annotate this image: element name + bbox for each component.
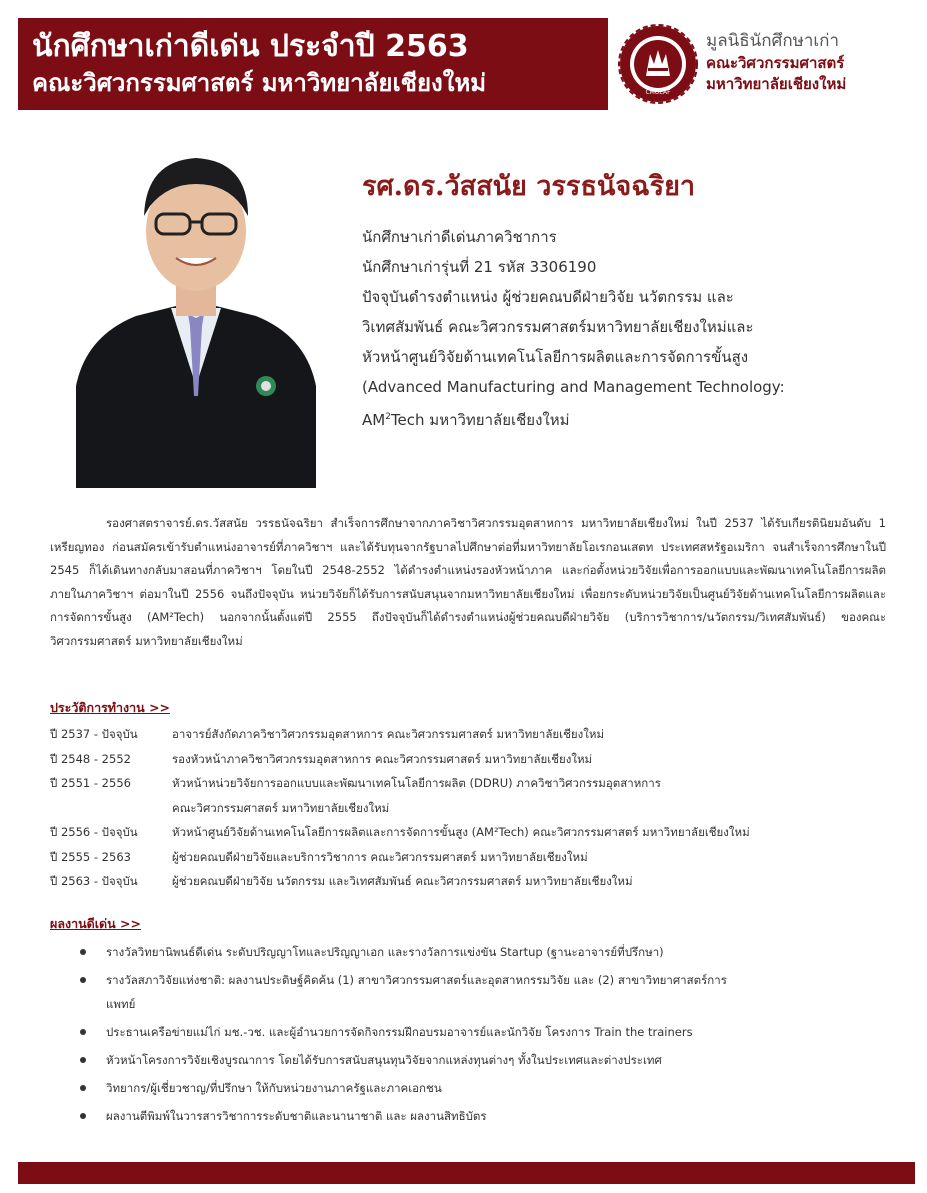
org-line-1: มูลนิธินักศึกษาเก่า xyxy=(706,31,840,51)
history-years: ปี 2555 - 2563 xyxy=(50,849,131,864)
biography: รองศาสตราจารย์.ดร.วัสสนัย วรรธนัจฉริยา สำเร็จการศึกษาจากภาควิชาวิศวกรรมอุตสาหการ มหาวิทยาลัยเชียงใหม่ ในปี 2537 ได้รับเกียรตินิยมอันดับ 1 เหรียญทอง ก่อนสมัครเข้ารับตำแหน่งอาจารย์ที่ภาควิชาฯ และได้รับทุนจากรัฐบาลไปศึกษาต่อที่มหาวิทยาลัยโอเรกอนเสตท ประเทศสหรัฐอเมริกา จนสำเร็จการศึกษาในปี 2545 ก็ได้เดินทางกลับมาสอนที่ภาควิชาฯ โดยในปี 2548-2552 ได้ดำรงตำแหน่งรองหัวหน้าภาค และก่อตั้งหน่วยวิจัยเพื่อการออกแบบและพัฒนาเทคโนโลยีการผลิตภายในภาควิชาฯ ต่อมาในปี 2556 จนถึงปัจจุบัน หน่วยวิจัยก็ได้รับการสนับสนุนจากมหาวิทยาลัยเชียงใหม่ เพื่อยกระดับหน่วยวิจัยเป็นศูนย์วิจัยด้านเทคโนโลยีการผลิตและการจัดการขั้นสูง (AM²Tech) นอกจากนั้นตั้งแต่ปี 2555 ถึงปัจจุบันก็ได้ดำรงตำแหน่งผู้ช่วยคณบดีฝ่ายวิจัย (บริการวิชาการ/นวัตกรรม/วิเทศสัมพันธ์) ของคณะวิศวกรรมศาสตร์ มหาวิทยาลัยเชียงใหม่ xyxy=(50,516,886,648)
history-desc: ผู้ช่วยคณบดีฝ่ายวิจัย นวัตกรรม และวิเทศสัมพันธ์ คณะวิศวกรรมศาสตร์ มหาวิทยาลัยเชียงใหม่ xyxy=(172,874,633,888)
achievement-text: หัวหน้าโครงการวิจัยเชิงบูรณาการ โดยได้รับการสนับสนุนทุนวิจัยจากแหล่งทุนต่างๆ ทั้งในประเทศและต่างประเทศ xyxy=(106,1053,662,1067)
alumni-category: นักศึกษาเก่าดีเด่นภาควิชาการ xyxy=(362,228,557,246)
footer-bar xyxy=(18,1162,915,1184)
logo-text: CMUEAF xyxy=(645,89,671,96)
history-years: ปี 2563 - ปัจจุบัน xyxy=(50,874,138,888)
history-list xyxy=(50,722,910,894)
bullet-icon xyxy=(50,1076,106,1100)
history-desc: ผู้ช่วยคณบดีฝ่ายวิจัยและบริการวิชาการ คณะวิศวกรรมศาสตร์ มหาวิทยาลัยเชียงใหม่ xyxy=(172,849,588,864)
page-title: นักศึกษาเก่าดีเด่น ประจำปี 2563 xyxy=(32,29,469,64)
history-row xyxy=(50,771,910,796)
history-desc: อาจารย์สังกัดภาควิชาวิศวกรรมอุตสาหการ คณะวิศวกรรมศาสตร์ มหาวิทยาลัยเชียงใหม่ xyxy=(172,727,605,741)
list-item xyxy=(50,1020,910,1044)
position-line-2: วิเทศสัมพันธ์ คณะวิศวกรรมศาสตร์มหาวิทยาลัยเชียงใหม่และ xyxy=(362,318,754,336)
achievement-text: ประธานเครือข่ายแม่ไก่ มช.-วช. และผู้อำนวยการจัดกิจกรรมฝึกอบรมอาจารย์และนักวิจัย โครงการ Train the trainers xyxy=(106,1025,693,1039)
history-years: ปี 2537 - ปัจจุบัน xyxy=(50,727,138,741)
achievement-text: วิทยากร/ผู้เชี่ยวชาญ/ที่ปรึกษา ให้กับหน่วยงานภาครัฐและภาคเอกชน xyxy=(106,1081,442,1095)
history-row xyxy=(50,845,910,870)
page-subtitle: คณะวิศวกรรมศาสตร์ มหาวิทยาลัยเชียงใหม่ xyxy=(32,69,487,97)
bullet-icon xyxy=(50,940,106,964)
history-years: ปี 2548 - 2552 xyxy=(50,751,131,766)
achievement-text: รางวัลสภาวิจัยแห่งชาติ: ผลงานประดิษฐ์คิดค้น (1) สาขาวิศวกรรมศาสตร์และอุตสาหกรรมวิจัย และ (2) สาขาวิทยาศาสตร์การแพทย์ xyxy=(106,973,727,1011)
bullet-icon xyxy=(50,1020,106,1044)
achievements-list xyxy=(50,940,910,1132)
bullet-icon xyxy=(50,1048,106,1072)
history-row xyxy=(50,747,910,772)
history-desc: รองหัวหน้าภาควิชาวิศวกรรมอุตสาหการ คณะวิศวกรรมศาสตร์ มหาวิทยาลัยเชียงใหม่ xyxy=(172,751,593,766)
history-years xyxy=(50,796,172,821)
history-row xyxy=(50,820,910,845)
history-years: ปี 2551 - 2556 xyxy=(50,776,131,790)
header-banner xyxy=(18,18,608,110)
foundation-logo xyxy=(618,24,698,104)
position-line-3: หัวหน้าศูนย์วิจัยด้านเทคโนโลยีการผลิตและการจัดการขั้นสูง xyxy=(362,348,749,366)
person-name: รศ.ดร.วัสสนัย วรรธนัจฉริยา xyxy=(362,171,696,202)
history-row xyxy=(50,869,910,894)
organization-name xyxy=(706,30,921,95)
history-heading: ประวัติการทำงาน >> xyxy=(50,700,171,715)
achievement-text: รางวัลวิทยานิพนธ์ดีเด่น ระดับปริญญาโทและปริญญาเอก และรางวัลการแข่งขัน Startup (ฐานะอาจารย์ที่ปรึกษา) xyxy=(106,945,664,959)
list-item xyxy=(50,1048,910,1072)
achievements-heading: ผลงานดีเด่น >> xyxy=(50,916,142,931)
history-desc: หัวหน้าหน่วยวิจัยการออกแบบและพัฒนาเทคโนโลยีการผลิต (DDRU) ภาควิชาวิศวกรรมอุตสาหการ xyxy=(172,776,661,790)
history-desc: หัวหน้าศูนย์วิจัยด้านเทคโนโลยีการผลิตและการจัดการขั้นสูง (AM²Tech) คณะวิศวกรรมศาสตร์ มหาวิทยาลัยเชียงใหม่ xyxy=(172,825,750,839)
org-line-3: มหาวิทยาลัยเชียงใหม่ xyxy=(706,75,847,93)
list-item xyxy=(50,940,910,964)
history-years: ปี 2556 - ปัจจุบัน xyxy=(50,825,138,839)
list-item xyxy=(50,1104,910,1128)
history-row xyxy=(50,722,910,747)
position-line-5-a: AM xyxy=(362,411,386,429)
position-line-4: (Advanced Manufacturing and Management Technology: xyxy=(362,378,785,396)
position-line-5-b: Tech มหาวิทยาลัยเชียงใหม่ xyxy=(390,411,570,429)
achievement-text: ผลงานตีพิมพ์ในวารสารวิชาการระดับชาติและนานาชาติ และ ผลงานสิทธิบัตร xyxy=(106,1109,487,1123)
position-line-5 xyxy=(362,402,902,435)
portrait-photo xyxy=(76,136,316,488)
history-row xyxy=(50,796,910,821)
list-item xyxy=(50,968,730,1016)
bullet-icon xyxy=(50,1104,106,1128)
list-item xyxy=(50,1076,910,1100)
history-desc: คณะวิศวกรรมศาสตร์ มหาวิทยาลัยเชียงใหม่ xyxy=(172,800,390,815)
org-line-2: คณะวิศวกรรมศาสตร์ xyxy=(706,54,845,72)
profile-info xyxy=(362,222,902,435)
bullet-icon xyxy=(50,968,106,1016)
alumni-class: นักศึกษาเก่ารุ่นที่ 21 รหัส 3306190 xyxy=(362,258,597,276)
superscript: 2 xyxy=(385,412,391,422)
position-line-1: ปัจจุบันดำรงตำแหน่ง ผู้ช่วยคณบดีฝ่ายวิจัย นวัตกรรม และ xyxy=(362,288,734,306)
